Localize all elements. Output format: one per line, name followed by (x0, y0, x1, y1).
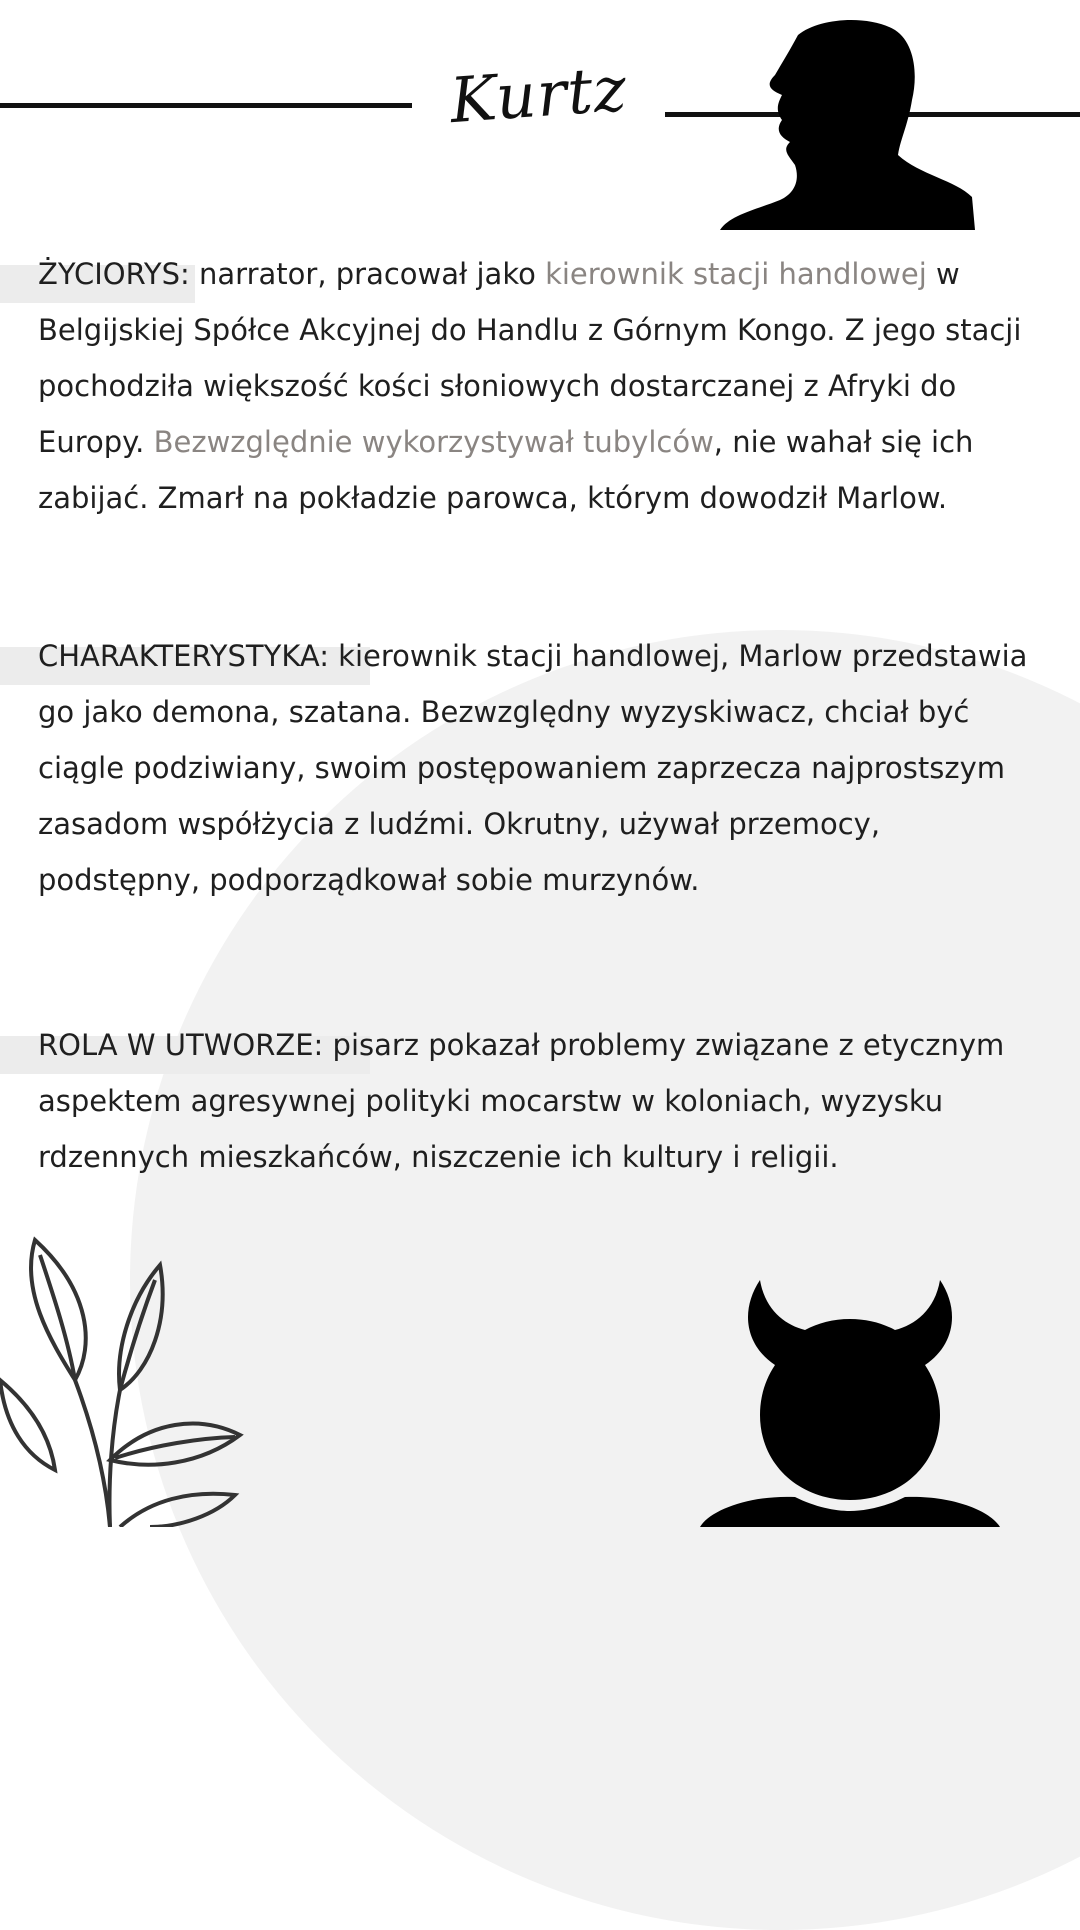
devil-silhouette-icon (700, 1275, 1000, 1527)
biography-text-3: , nie wahał się ich zabijać. Zmarł na pokładzie parowca, którym dowodził Marlow. (38, 425, 974, 515)
section-heading-biography (38, 257, 190, 291)
characteristics-text: kierownik stacji handlowej, Marlow przedstawia go jako demona, szatana. Bezwzględny wyzyskiwacz, chciał być ciągle podziwiany, swoim postępowaniem zaprzecza najprostszym zasadom współżycia z ludźmi. Okrutny, używał przemocy, podstępny, podporządkował sobie murzynów. (38, 639, 1028, 897)
biography-text-2: w Belgijskiej Spółce Akcyjnej do Handlu z Górnym Kongo. Z jego stacji pochodziła większość kości słoniowych dostarczanej z Afryki do Europy. (38, 257, 1022, 459)
heading-text: ŻYCIORYS: (38, 257, 190, 291)
biography-highlight-2: Bezwzględnie wykorzystywał tubylców (153, 425, 714, 459)
section-biography (38, 246, 1028, 526)
heading-text: CHARAKTERYSTYKA: (38, 639, 329, 673)
section-characteristics (38, 628, 1028, 908)
biography-text-1: narrator, pracował jako (189, 257, 546, 291)
section-role (38, 1017, 1028, 1185)
biography-highlight-1: kierownik stacji handlowej (545, 257, 927, 291)
page-title: Kurtz (447, 51, 630, 138)
heading-text: ROLA W UTWORZE: (38, 1028, 324, 1062)
role-text: pisarz pokazał problemy związane z etycznym aspektem agresywnej polityki mocarstw w koloniach, wyzysku rdzennych mieszkańców, niszczenie ich kultury i religii. (38, 1028, 1005, 1174)
section-heading-role (38, 1028, 323, 1062)
title-rule-left (0, 103, 412, 108)
plant-leaves-icon (0, 1230, 250, 1527)
section-heading-characteristics (38, 639, 329, 673)
head-silhouette-icon (720, 15, 980, 230)
